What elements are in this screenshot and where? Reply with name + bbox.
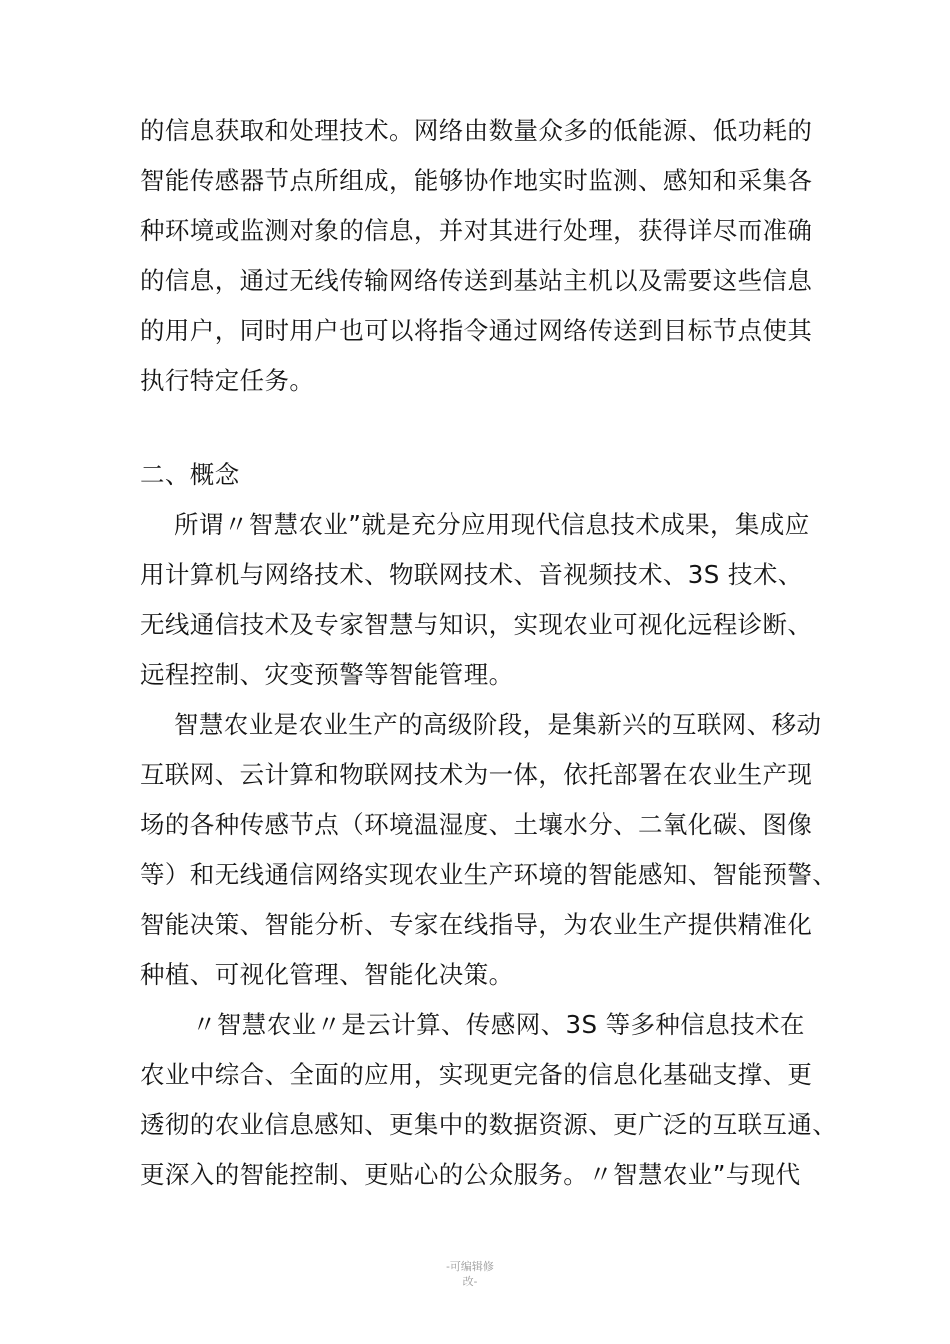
intro-line: 智能传感器节点所组成，能够协作地实时监测、感知和采集各 xyxy=(140,166,813,195)
paragraph-line: 〃智慧农业〃是云计算、传感网、3S 等多种信息技术在 xyxy=(192,1010,805,1039)
intro-line: 的用户，同时用户也可以将指令通过网络传送到目标节点使其 xyxy=(140,316,813,345)
paragraph-line: 互联网、云计算和物联网技术为一体，依托部署在农业生产现 xyxy=(140,760,813,789)
paragraph-line: 无线通信技术及专家智慧与知识，实现农业可视化远程诊断、 xyxy=(140,610,813,639)
footer-note: 改- xyxy=(462,1275,478,1288)
intro-line: 的信息获取和处理技术。网络由数量众多的低能源、低功耗的 xyxy=(140,116,813,145)
paragraph-line: 更深入的智能控制、更贴心的公众服务。〃智慧农业”与现代 xyxy=(140,1160,801,1189)
footer-note: -可编辑修 xyxy=(446,1260,494,1273)
paragraph-line: 所谓〃智慧农业”就是充分应用现代信息技术成果，集成应 xyxy=(174,510,810,539)
paragraph-line: 透彻的农业信息感知、更集中的数据资源、更广泛的互联互通、 xyxy=(140,1110,838,1139)
paragraph-line: 等）和无线通信网络实现农业生产环境的智能感知、智能预警、 xyxy=(140,860,838,889)
paragraph-line: 用计算机与网络技术、物联网技术、音视频技术、3S 技术、 xyxy=(140,560,803,589)
intro-line: 执行特定任务。 xyxy=(140,366,315,395)
paragraph-line: 智慧农业是农业生产的高级阶段，是集新兴的互联网、移动 xyxy=(174,710,822,739)
paragraph-line: 远程控制、灾变预警等智能管理。 xyxy=(140,660,514,689)
section-heading: 二、概念 xyxy=(140,460,240,489)
paragraph-line: 农业中综合、全面的应用，实现更完备的信息化基础支撑、更 xyxy=(140,1060,813,1089)
intro-line: 种环境或监测对象的信息，并对其进行处理，获得详尽而准确 xyxy=(140,216,813,245)
paragraph-line: 智能决策、智能分析、专家在线指导，为农业生产提供精准化 xyxy=(140,910,813,939)
intro-line: 的信息，通过无线传输网络传送到基站主机以及需要这些信息 xyxy=(140,266,813,295)
paragraph-line: 种植、可视化管理、智能化决策。 xyxy=(140,960,514,989)
paragraph-line: 场的各种传感节点（环境温湿度、土壤水分、二氧化碳、图像 xyxy=(140,810,813,839)
